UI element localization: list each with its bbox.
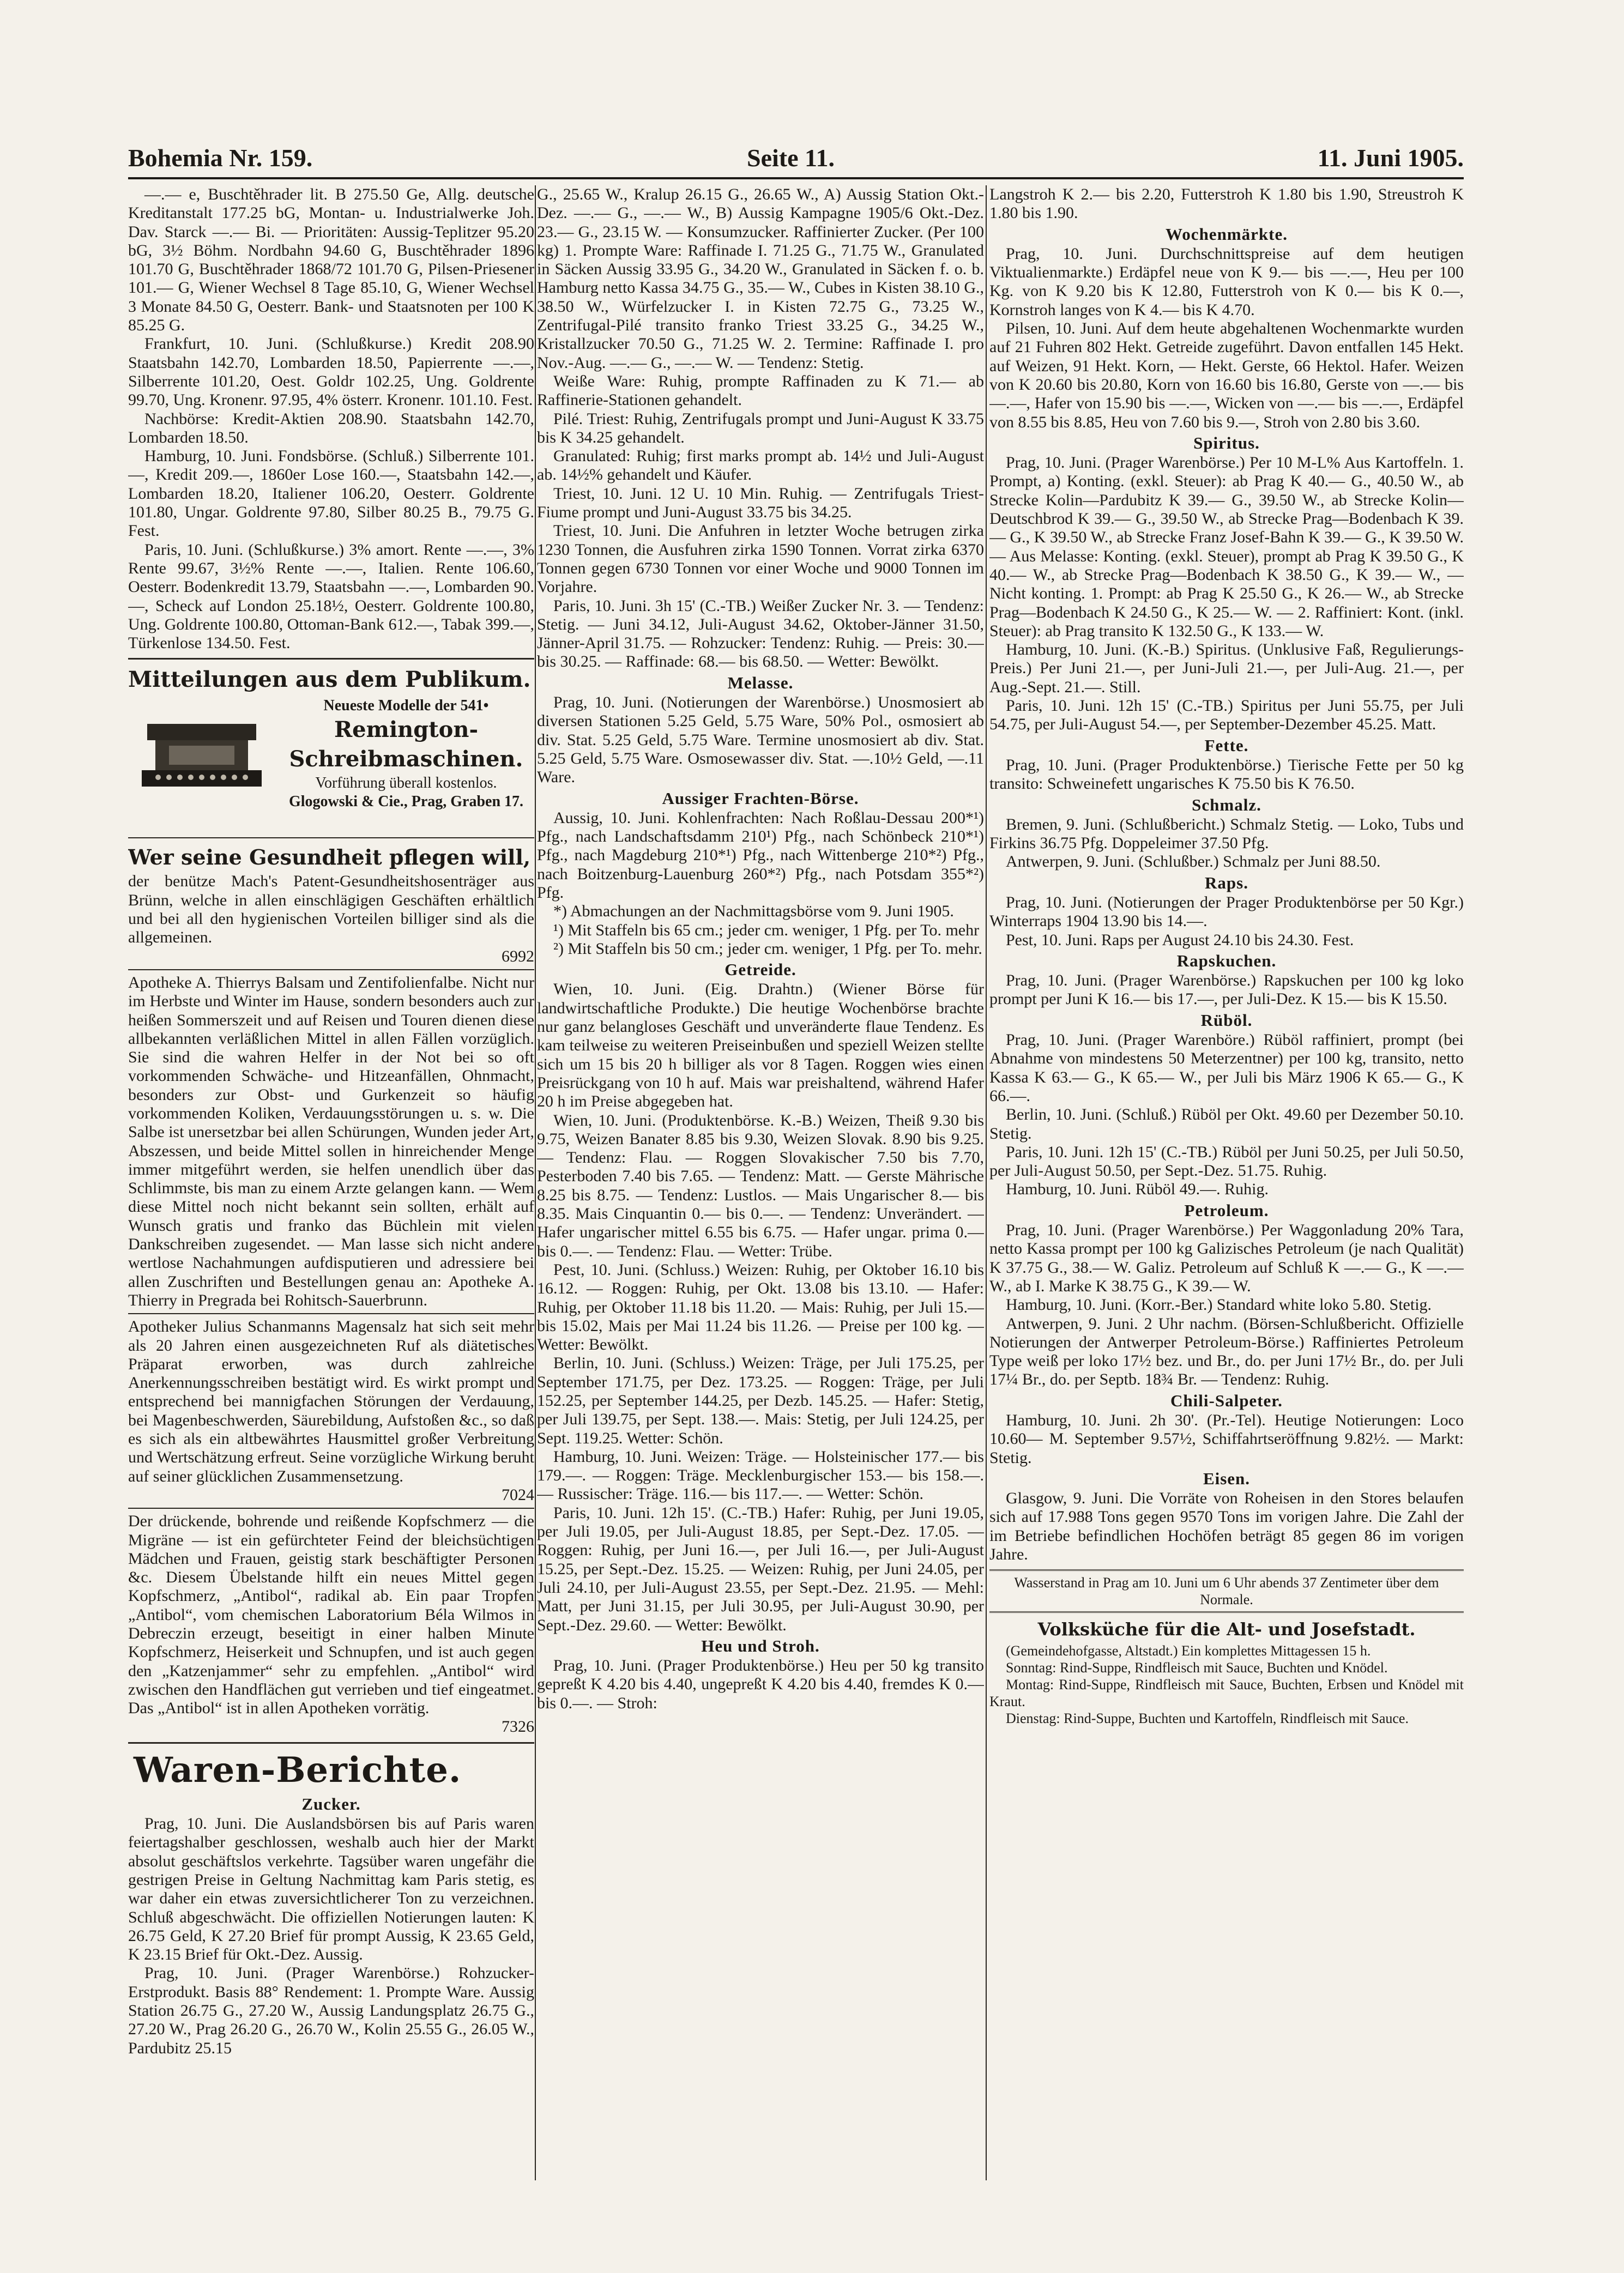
issue-date: 11. Juni 1905. (1317, 144, 1464, 172)
report-paragraph: Paris, 10. Juni. 12h 15' (C.-TB.) Rüböl per Juni 50.25, per Juli 50.50, per Juli-August 50.50, per Sept.-Dez. 51.75. Ruhig. (989, 1142, 1464, 1180)
report-paragraph: Weiße Ware: Ruhig, prompte Raffinaden zu K 71.— ab Raffinerie-Stationen gehandelt. (537, 372, 984, 409)
report-paragraph: Pest, 10. Juni. Raps per August 24.10 bis 24.30. Fest. (1006, 930, 1354, 949)
subsection-title: Eisen. (1203, 1468, 1251, 1488)
ad-schanmann (128, 1313, 534, 1504)
report-paragraph: Berlin, 10. Juni. (Schluß.) Rüböl per Okt. 49.60 per Dezember 50.10. Stetig. (989, 1105, 1464, 1142)
menu-line: Sonntag: Rind-Suppe, Rindfleisch mit Sauce, Buchten und Knödel. (1006, 1660, 1388, 1676)
report-paragraph: Antwerpen, 9. Juni. 2 Uhr nachm. (Börsen-Schlußbericht. Offizielle Notierungen der Antwerper Petroleum-Börse.) Raffiniertes Petroleum Type weiß per loko 17½ bez. und Br., do. per Juni 17½ Br., do. per Juli 17¼ Br., do. per Septb. 18¾ Br. — Tendenz: Ruhig. (989, 1314, 1464, 1389)
column-right (989, 185, 1464, 2180)
market-report: Paris, 10. Juni. (Schlußkurse.) 3% amort. Rente —.—, 3% Rente 99.67, 3½% Rente —.—, Italien. Rente 106.60, Oesterr. Bodenkredit 13.79, Staatsbahn —.—, Lombarden 90.—, Scheck auf London 25.18½, Oesterr. Goldrente 100.80, Ung. Goldrente 100.80, Ottoman-Bank 612.—, Tabak 399.—, Türkenlose 134.50. Fest. (128, 540, 534, 652)
report-paragraph: Langstroh K 2.— bis 2.20, Futterstroh K 1.80 bis 1.90, Streustroh K 1.80 bis 1.90. (989, 185, 1464, 222)
market-report: Nachbörse: Kredit-Aktien 208.90. Staatsbahn 142.70, Lombarden 18.50. (128, 409, 534, 446)
report-paragraph: Hamburg, 10. Juni. 2h 30'. (Pr.-Tel). Heutige Notierungen: Loco 10.60— M. September 9.57½, Schiffahrtseröffnung 9.82½. — Markt: Stetig. (989, 1411, 1464, 1467)
footnote: *) Abmachungen an der Nachmittagsbörse vom 9. Juni 1905. (553, 902, 954, 921)
report-paragraph: Bremen, 9. Juni. (Schlußbericht.) Schmalz Stetig. — Loko, Tubs und Firkins 36.75 Pfg. Doppeleimer 37.50 Pfg. (989, 815, 1464, 853)
report-paragraph: Prag, 10. Juni. (Prager Warenbörse.) Rohzucker-Erstprodukt. Basis 88° Rendement: 1. Prompte Ware. Aussig Station 26.75 G., 27.20 W., Aussig Landungsplatz 26.75 G., 27.20 W., Prag 26.20 G., 26.70 W., Kolin 25.55 G., 26.05 W., Pardubitz 25.15 (128, 1964, 534, 2057)
report-paragraph: Pilé. Triest: Ruhig, Zentrifugals prompt und Juni-August K 33.75 bis K 34.25 gehandelt. (537, 409, 984, 446)
report-paragraph: G., 25.65 W., Kralup 26.15 G., 26.65 W., A) Aussig Station Okt.-Dez. —.— G., —.— W., B) Aussig Kampagne 1905/6 Okt.-Dez. 23.— G., 23.15 W. — Konsumzucker. Raffinierter Zucker. (Per 100 kg) 1. Prompte Ware: Raffinade I. 71.25 G., 71.75 W., Granulated in Säcken Aussig 33.95 G., 34.20 W., Granulated in Säcken f. o. b. Hamburg netto Kassa 34.75 G., 35.— W., Cubes in Kisten 38.10 G., 38.50 W., Würfelzucker I. in Kisten 72.75 G., 73.25 W., Zentrifugal-Pilé transito franko Triest 33.25 G., 34.25 W., Kristallzucker 70.50 G., 71.25 W. 2. Termine: Raffinade I. pro Nov.-Aug. —.— G., —.— W. — Tendenz: Stetig. (537, 185, 984, 372)
subsection-title: Petroleum. (1184, 1200, 1269, 1220)
ad-antibol (128, 1508, 534, 1737)
menu-line: Dienstag: Rind-Suppe, Buchten und Kartoffeln, Rindfleisch mit Sauce. (1006, 1710, 1409, 1727)
report-paragraph: Antwerpen, 9. Juni. (Schlußber.) Schmalz per Juni 88.50. (1006, 853, 1381, 871)
menu-line: Montag: Rind-Suppe, Rindfleisch mit Sauce, Buchten, Erbsen und Knödel mit Kraut. (989, 1677, 1464, 1710)
section-title-waren-berichte: Waren-Berichte. (134, 1749, 462, 1791)
report-paragraph: Prag, 10. Juni. (Prager Warenböre.) Rüböl raffiniert, prompt (bei Abnahme von mindestens 50 Meterzentner) per 100 kg, transito, netto Kassa K 63.— G., K 65.— W., per Juli bis März 1906 K 65.— G., K 66.—. (989, 1031, 1464, 1105)
subsection-title: Zucker. (301, 1794, 361, 1813)
ad-number: 6992 (502, 947, 534, 965)
ad-gesundheit-headline: Wer seine Gesundheit pflegen will, (128, 845, 531, 870)
divider (128, 658, 534, 660)
subsection-title: Wochenmärkte. (1166, 224, 1288, 244)
water-level-notice: Wasserstand in Prag am 10. Juni um 6 Uhr abends 37 Zentimeter über dem Normale. (989, 1569, 1464, 1613)
page-header (128, 139, 1464, 179)
report-paragraph: Aussig, 10. Juni. Kohlenfrachten: Nach Roßlau-Dessau 200*¹) Pfg., nach Landschaftsdamm 210¹) Pfg., nach Schönbeck 210*¹) Pfg., nach Magdeburg 210*¹) Pfg., nach Wittenberge 210*²) Pfg., nach Boitzenburg-Lauenburg 260*²) Pfg., nach Potsdam 355*²) Pfg. (537, 808, 984, 902)
report-paragraph: Prag, 10. Juni. (Notierungen der Prager Produktenbörse per 50 Kgr.) Winterraps 1904 13.90 bis 14.—. (989, 893, 1464, 930)
report-paragraph: Prag, 10. Juni. (Prager Warenbörse.) Rapskuchen per 100 kg loko prompt per Juni K 16.— bis 17.—, per Juli-Dez. K 15.— bis K 15.50. (989, 971, 1464, 1008)
column-rule (535, 185, 536, 2180)
report-paragraph: Hamburg, 10. Juni. Rüböl 49.—. Ruhig. (1006, 1180, 1269, 1199)
market-report: —.— e, Buschtěhrader lit. B 275.50 Ge, Allg. deutsche Kreditanstalt 177.25 bG, Montan- u. Industrialwerke Joh. Dav. Starck —.— Bi. — Prioritäten: Aussig-Teplitzer 95.20 bG, 3½ Böhm. Nordbahn 94.60 G, Buschtěhrader 1896 101.70 G, Buschtěhrader 1868/72 101.70 G, Pilsen-Priesener 101.— G, Wiener Wechsel 8 Tage 85.10, G, Wiener Wechsel 3 Monate 84.50 G, Oesterr. Bank- und Staatsnoten per 100 K 85.25 G. (128, 185, 534, 335)
market-report: Hamburg, 10. Juni. Fondsbörse. (Schluß.) Silberrente 101.—, Kredit 209.—, 1860er Lose 160.—, Staatsbahn 142.—, Lombarden 18.20, Italiener 106.20, Oesterr. Goldrente 101.80, Ungar. Goldrente 97.80, Silber 80.25 B., 79.75 G. Fest. (128, 447, 534, 540)
report-paragraph: Triest, 10. Juni. 12 U. 10 Min. Ruhig. — Zentrifugals Triest-Fiume prompt und Juni-August 33.75 bis 34.25. (537, 484, 984, 522)
report-paragraph: Paris, 10. Juni. 12h 15' (C.-TB.) Spiritus per Juni 55.75, per Juli 54.75, per Juli-August 54.—, per September-Dezember 45.25. Matt. (989, 697, 1464, 734)
ad-thierry-text: Apotheke A. Thierrys Balsam und Zentifolienfalbe. Nicht nur im Herbste und Winter im Hause, sondern besonders auch zur heißen Sommerszeit und auf Reisen und Touren dienen diese allbekannten verläßlichen Mittel in allen Fällen vorzüglich. Sie sind die wahren Helfer in der Not bei so oft vorkommenden Schwäche- und Hitzeanfällen, Ohnmacht, besonders zur Obst- und Gurkenzeit so häufig vorkommenden Koliken, Verdauungsstörungen u. s. w. Die Salbe ist unersetzbar bei allen Schürungen, Wunden jeder Art, Abszessen, und beide Mittel sollen in hinreichender Menge immer mitgeführt werden, sie helfen unendlich über das Schlimmste, bis man zu einem Arzte gelangen kann. — Wem diese Mittel noch nicht bekannt sein sollten, erhält auf Wunsch gratis und franko das Büchlein mit vielen Dankschreiben zugesendet. — Man lasse sich nicht andere wertlose Nachahmungen aufdisputieren und adressiere bei allen Zuschriften und Bestellungen genau an: Apotheke A. Thierry in Pregrada bei Rohitsch-Sauerbrunn. (128, 973, 534, 1309)
ad-gesundheit (128, 837, 534, 965)
report-paragraph: Pest, 10. Juni. (Schluss.) Weizen: Ruhig, per Oktober 16.10 bis 16.12. — Roggen: Ruhig, per Okt. 13.08 bis 13.10. — Hafer: Ruhig, per Oktober 11.18 bis 11.20. — Mais: Ruhig, per Juli 15.— bis 15.02, Mais per Mai 11.24 bis 11.26. — Preise per 100 kg. — Wetter: Bewölkt. (537, 1260, 984, 1354)
column-middle (537, 185, 984, 2180)
ad-remington-line3: Vorführung überall kostenlos. (315, 775, 497, 792)
report-paragraph: Prag, 10. Juni. (Notierungen der Warenbörse.) Unosmosiert ab diversen Stationen 5.25 Geld, 5.75 Ware, 50% Pol., osmosiert ab div. Stat. 5.25 Geld, 5.75 Ware. Termine unosmosiert ab div. Stat. 5.25 Geld, 5.75 Ware. Osmosewasser div. Stat. —.10½ Geld, —.11 Ware. (537, 693, 984, 787)
volkskueche-title: Volksküche für die Alt- und Josefstadt. (1037, 1619, 1416, 1640)
volkskueche-subtitle: (Gemeindehofgasse, Altstadt.) Ein komplettes Mittagessen 15 h. (1006, 1643, 1371, 1659)
divider (128, 1742, 534, 1744)
report-paragraph: Pilsen, 10. Juni. Auf dem heute abgehaltenen Wochenmarkte wurden auf 21 Fuhren 802 Hekt. Getreide zugeführt. Davon entfallen 145 Hekt. auf Weizen, 91 Hekt. Korn, — Hekt. Gerste, 66 Hektol. Hafer. Weizen von K 20.60 bis 20.80, Korn von 16.60 bis 16.80, Gerste von —.— bis —.—, Hafer von 15.90 bis —.—, Wicken von —.— bis —.—, Erdäpfel von 8.55 bis 8.85, Heu von 7.60 bis 9.—, Stroh von 2.80 bis 3.60. (989, 319, 1464, 431)
ad-thierry (128, 969, 534, 1310)
report-paragraph: Hamburg, 10. Juni. (K.-B.) Spiritus. (Unklusive Faß, Regulierungs-Preis.) Per Juni 21.—, per Juni-Juli 21.—, per Juli-Aug. 21.—, per Aug.-Sept. 21.—. Still. (989, 640, 1464, 696)
subsection-title: Spiritus. (1193, 433, 1260, 452)
report-paragraph: Prag, 10. Juni. (Prager Produktenbörse.) Heu per 50 kg transito gepreßt K 4.20 bis 4.40, ungepreßt K 4.20 bis 4.40, fremdes K 0.— bis 0.—. — Stroh: (537, 1657, 984, 1712)
subsection-title: Rüböl. (1200, 1010, 1253, 1030)
report-paragraph: Hamburg, 10. Juni. Weizen: Träge. — Holsteinischer 177.— bis 179.—. — Roggen: Träge. Mecklenburgischer 153.— bis 158.—. — Russischer: Träge. 116.— bis 117.—. — Wetter: Schön. (537, 1447, 984, 1503)
report-paragraph: Prag, 10. Juni. Durchschnittspreise auf dem heutigen Viktualienmarkte.) Erdäpfel neue von K 9.— bis —.—, Heu per 100 Kg. von K 9.20 bis K 12.80, Futterstroh von K 0.— bis K 0.—, Kornstroh langes von K 4.— bis K 4.70. (989, 244, 1464, 319)
subsection-title: Heu und Stroh. (701, 1636, 820, 1655)
typewriter-illustration (136, 708, 267, 795)
report-paragraph: Granulated: Ruhig; first marks prompt ab. 14½ und Juli-August ab. 14½% gehandelt und Käufer. (537, 447, 984, 484)
report-paragraph: Prag, 10. Juni. (Prager Produktenbörse.) Tierische Fette per 50 kg transito: Schweinefett ungarisches K 75.50 bis K 76.50. (989, 755, 1464, 793)
column-rule (986, 185, 987, 2180)
report-paragraph: Prag, 10. Juni. Die Auslandsbörsen bis auf Paris waren feiertagshalber geschlossen, weshalb auch hier der Markt absolut geschäftslos verkehrte. Tagsüber waren ungefähr die gestrigen Preise in Geltung Nachmittag kam Paris stetig, es war daher ein etwas zuversichtlicherer Ton zu verzeichnen. Schluß abgeschwächt. Die offiziellen Notierungen lauten: K 26.75 Geld, K 27.20 Brief für prompt Aussig, K 23.65 Geld, K 23.15 Brief für Okt.-Dez. Aussig. (128, 1815, 534, 1964)
ad-remington-line1: Neueste Modelle der (323, 697, 457, 715)
report-paragraph: Berlin, 10. Juni. (Schluss.) Weizen: Träge, per Juli 175.25, per September 171.75, per Dez. 173.25. — Roggen: Träge, per Juli 152.25, per September 144.25, per Dezb. 145.25. — Hafer: Stetig, per Juli 139.75, per Sept. 138.—. Mais: Stetig, per Juli 124.25, per Sept. 119.25. Wetter: Schön. (537, 1354, 984, 1447)
footnote: ¹) Mit Staffeln bis 65 cm.; jeder cm. weniger, 1 Pfg. per To. mehr (553, 921, 980, 939)
report-paragraph: Prag, 10. Juni. (Prager Warenbörse.) Per 10 M-L% Aus Kartoffeln. 1. Prompt, a) Konting. (exkl. Steuer): ab Prag K 40.— G., 40.50 W., ab Strecke Kolin—Pardubitz K 39.— G., 39.50 W., ab Strecke Kolin—Deutschbrod K 39.— G., 39.50 W., ab Strecke Prag—Bodenbach K 39.— G., K 39.50 W., ab Strecke Franz Josef-Bahn K 39.— G., K 39.50 W. — Aus Melasse: Konting. (exkl. Steuer), prompt ab Prag K 39.50 G., K 40.— W., ab Strecke Prag—Bodenbach K 38.50 G., K 39.— W., — Nicht konting. 1. Prompt: ab Prag K 25.50 G., K 26.— W., ab Strecke Prag—Bodenbach K 24.50 G., K 25.— W. — 2. Raffiniert: Kont. (inkl. Steuer): ab Prag transito K 132.50 G., K 133.— W. (989, 454, 1464, 640)
ad-gesundheit-text: der benütze Mach's Patent-Gesundheitshosenträger aus Brünn, welche in allen einschlägigen Geschäften erhältlich und bei all den hygienischen Vorteilen billiger sind als die allgemeinen. (128, 872, 534, 947)
subsection-title: Chili-Salpeter. (1170, 1391, 1283, 1410)
report-paragraph: Paris, 10. Juni. 12h 15'. (C.-TB.) Hafer: Ruhig, per Juni 19.05, per Juli 19.05, per Juli-August 18.85, per Sept.-Dez. 17.05. — Roggen: Ruhig, per Juni 16.—, per Juli 16.—, per Juli-August 15.25, per Sept.-Dez. 15.25. — Weizen: Ruhig, per Juni 24.05, per Juli 24.10, per Juli-August 23.55, per Sept.-Dez. 21.95. — Mehl: Matt, per Juni 31.15, per Juli 30.95, per Juli-August 30.90, per Sept.-Dez. 29.60. — Wetter: Bewölkt. (537, 1503, 984, 1634)
report-paragraph: Prag, 10. Juni. (Prager Warenbörse.) Per Waggonladung 20% Tara, netto Kassa prompt per 100 kg Galizisches Petroleum (je nach Qualität) K 37.75 G., 38.— W. Galiz. Petroleum auf Schluß K —.— G., K —.— W., ab I. Marke K 38.75 G., K 39.— W. (989, 1221, 1464, 1295)
ad-remington-address: Glogowski & Cie., Prag, Graben 17. (288, 793, 524, 811)
subsection-title: Raps. (1205, 873, 1248, 892)
subsection-title: Schmalz. (1192, 795, 1261, 814)
ad-antibol-text: Der drückende, bohrende und reißende Kopfschmerz — die Migräne — ist ein gefürchteter Feind der bleichsüchtigen Mädchen und Frauen, geistig stark beschäftigter Personen &c. Diesem Übelstande hilft ein neues Mittel gegen Kopfschmerz, „Antibol“, radikal ab. Ein paar Tropfen „Antibol“, vom chemischen Laboratorium Béla Wilmos in Debreczin erzeugt, beseitigt in einer halben Minute Kopfschmerz, Heiserkeit und Schnupfen, und ist auch gegen den „Katzenjammer“ sehr zu empfehlen. „Antibol“ wird zwischen den Handflächen gut verrieben und tief eingeatmet. Das „Antibol“ ist in allen Apotheken vorrätig. (128, 1512, 534, 1718)
subsection-title: Aussiger Frachten-Börse. (662, 788, 859, 808)
ad-number: 7024 (502, 1485, 534, 1504)
report-paragraph: Paris, 10. Juni. 3h 15' (C.-TB.) Weißer Zucker Nr. 3. — Tendenz: Stetig. — Juni 34.12, Juli-August 34.62, Oktober-Jänner 31.50, Jänner-April 31.75. — Rohzucker: Tendenz: Ruhig. — Preis: 30.— bis 30.25. — Raffinade: 68.— bis 68.50. — Wetter: Bewölkt. (537, 596, 984, 671)
report-paragraph: Triest, 10. Juni. Die Anfuhren in letzter Woche betrugen zirka 1230 Tonnen, die Ausfuhren zirka 1590 Tonnen. Vorrat zirka 6370 Tonnen gegen 6730 Tonnen vor einer Woche und 9000 Tonnen im Vorjahre. (537, 522, 984, 596)
ad-remington (128, 697, 534, 833)
ad-number: 7326 (502, 1718, 534, 1736)
subsection-title: Melasse. (727, 673, 794, 692)
page-number: Seite 11. (747, 144, 835, 172)
report-paragraph: Hamburg, 10. Juni. (Korr.-Ber.) Standard white loko 5.80. Stetig. (1006, 1296, 1432, 1314)
footnote: ²) Mit Staffeln bis 50 cm.; jeder cm. weniger, 1 Pfg. per To. mehr. (553, 939, 982, 958)
report-paragraph: Wien, 10. Juni. (Eig. Drahtn.) (Wiener Börse für landwirtschaftliche Produkte.) Die heutige Wochenbörse brachte nur ganz belangloses Geschäft und unveränderte flaue Tendenz. Es kam teilweise zu weiteren Preiseinbußen und speziell Weizen stellte sich um 15 bis 20 h billiger als vor 8 Tagen. Roggen wies einen Preisrückgang von 10 h auf. Mais war preishaltend, während Hafer 20 h im Preise abgegeben hat. (537, 980, 984, 1111)
issue-label: Bohemia Nr. 159. (128, 144, 313, 172)
section-title-mitteilungen: Mitteilungen aus dem Publikum. (128, 667, 531, 693)
report-paragraph: Glasgow, 9. Juni. Die Vorräte von Roheisen in den Stores belaufen sich auf 17.988 Tons gegen 9570 Tons im vorigen Jahre. Die Zahl der im Betriebe befindlichen Hochöfen beträgt 85 gegen 86 im vorigen Jahre. (989, 1489, 1464, 1564)
ad-remington-title: Remington-Schreibmaschinen. (289, 717, 523, 772)
market-report: Frankfurt, 10. Juni. (Schlußkurse.) Kredit 208.90 Staatsbahn 142.70, Lombarden 18.50, Papierrente —.—, Silberrente 101.20, Oest. Goldr 102.25, Ung. Goldrente 99.70, Ung. Kronenr. 97.95, 4% österr. Kronenr. 101.10. Fest. (128, 335, 534, 409)
subsection-title: Fette. (1204, 735, 1249, 755)
ad-remington-number: 541• (460, 697, 489, 715)
ad-schanmann-text: Apotheker Julius Schanmanns Magensalz hat sich seit mehr als 20 Jahren einen ausgezeichneten Ruf als diätetisches Präparat erworben, was durch zahlreiche Anerkennungsschreiben bestätigt wird. Es wirkt prompt und entsprechend bei mannigfachen Störungen der Verdauung, bei Magenbeschwerden, Säurebildung, Aufstoßen &c., so daß es sich als ein altbewährtes Hausmittel großer Verbreitung und Wertschätzung erfreut. Seine vorzügliche Wirkung beruht auf seiner glücklichen Zusammensetzung. (128, 1317, 534, 1485)
column-left (128, 185, 534, 2180)
report-paragraph: Wien, 10. Juni. (Produktenbörse. K.-B.) Weizen, Theiß 9.30 bis 9.75, Weizen Banater 8.85 bis 9.30, Weizen Slovak. 8.90 bis 9.25. — Tendenz: Flau. — Roggen Slovakischer 7.50 bis 7.70, Pesterboden 7.40 bis 7.65. — Tendenz: Matt. — Gerste Mährische 8.25 bis 8.75. — Tendenz: Lustlos. — Mais Ungarischer 8.— bis 8.35. Mais Cinquantin 0.— bis 0.—. — Tendenz: Unverändert. — Hafer ungarischer mittel 6.55 bis 6.75. — Hafer ungar. prima 0.— bis 0.—. — Tendenz: Flau. — Wetter: Trübe. (537, 1111, 984, 1260)
subsection-title: Getreide. (725, 960, 796, 980)
subsection-title: Rapskuchen. (1176, 951, 1277, 970)
